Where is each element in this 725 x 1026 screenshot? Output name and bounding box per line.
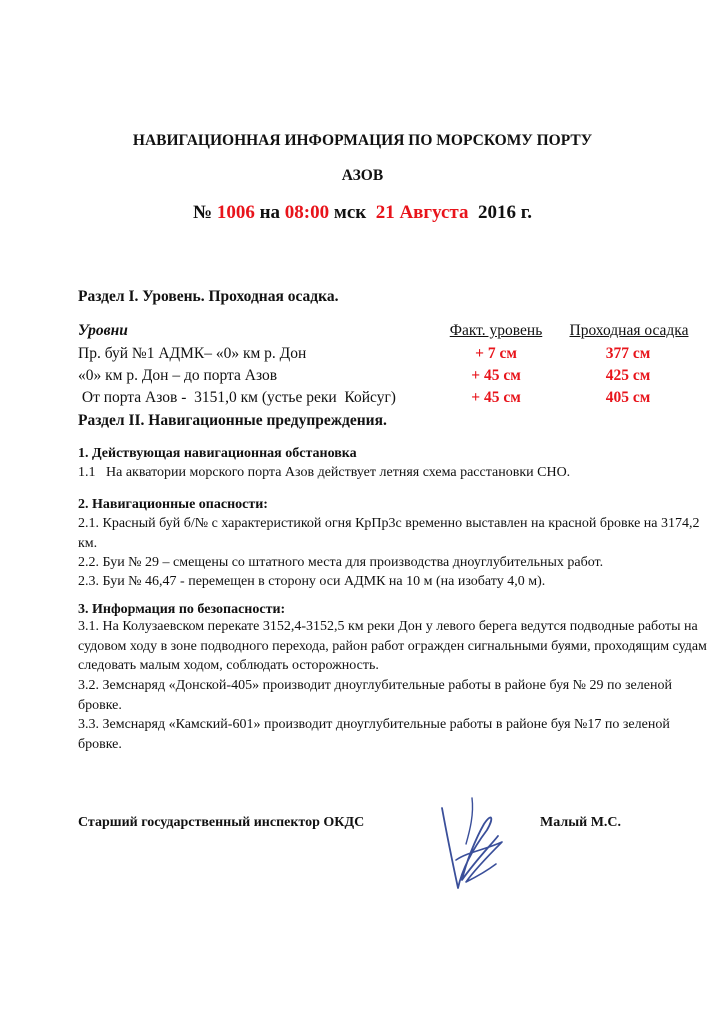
level-row-draft: 377 см — [605, 345, 651, 362]
port-name: АЗОВ — [341, 167, 384, 184]
notice-item: 3.3. Земснаряд «Камский-601» производит дноуглубительные работы в районе буя №17 по зеленой бровке. — [78, 717, 670, 752]
section2-heading: Раздел II. Навигационные предупреждения. — [78, 412, 387, 429]
col-draft-header: Проходная осадка — [569, 322, 689, 339]
subsection1-heading: 1. Действующая навигационная обстановка — [78, 446, 357, 461]
section1-heading: Раздел I. Уровень. Проходная осадка. — [78, 288, 339, 305]
number-prefix: № — [193, 202, 213, 223]
bulletin-time: 08:00 — [284, 202, 330, 223]
signer-name: Малый М.С. — [540, 815, 622, 830]
level-row-draft: 425 см — [605, 367, 651, 384]
subsection3-heading: 3. Информация по безопасности: — [78, 602, 286, 617]
notice-item: 3.2. Земснаряд «Донской-405» производит дноуглубительные работы в районе буя № 29 по зеленой бровке. — [78, 678, 672, 713]
signer-title: Старший государственный инспектор ОКДС — [78, 815, 365, 830]
notice-item: 2.2. Буи № 29 – смещены со штатного места для производства дноуглубительных работ. — [78, 555, 604, 570]
level-row-fact: + 7 см — [475, 345, 517, 362]
col-fact-header: Факт. уровень — [449, 322, 543, 339]
notice-item: 3.1. На Колузаевском перекате 3152,4-3152,5 км реки Дон у левого берега ведутся подводные работы на судовом ходу в зоне подводного перехода, район работ огражден сигнальными буями, проходящим судам следовать малым ходом, соблюдать осторожность. — [78, 619, 707, 673]
notice-item: 2.3. Буи № 46,47 - перемещен в сторону оси АДМК на 10 м (на изобату 4,0 м). — [78, 574, 546, 589]
time-prefix: на — [259, 202, 281, 223]
bulletin-date: 21 Августа — [375, 202, 469, 223]
col-levels-header: Уровни — [78, 322, 128, 339]
document-title: НАВИГАЦИОННАЯ ИНФОРМАЦИЯ ПО МОРСКОМУ ПОРТУ — [132, 132, 593, 149]
level-row-location: «0» км р. Дон – до порта Азов — [78, 367, 278, 384]
level-row-location: Пр. буй №1 АДМК– «0» км р. Дон — [78, 345, 307, 362]
bulletin-number: 1006 — [216, 202, 255, 223]
level-row-fact: + 45 см — [471, 389, 521, 406]
time-zone: мск — [333, 202, 367, 223]
level-row-fact: + 45 см — [471, 367, 521, 384]
notice-item: 2.1. Красный буй б/№ с характеристикой огня КрПр3с временно выставлен на красной бровке на 3174,2 км. — [78, 516, 700, 551]
signature-image — [432, 790, 522, 900]
bulletin-year: 2016 г. — [477, 202, 532, 223]
level-row-draft: 405 см — [605, 389, 651, 406]
bulletin-number-line — [0, 202, 725, 224]
subsection2-heading: 2. Навигационные опасности: — [78, 497, 268, 512]
level-row-location: От порта Азов - 3151,0 км (устье реки Койсуг) — [78, 389, 396, 406]
notice-item: 1.1 На акватории морского порта Азов действует летняя схема расстановки СНО. — [78, 465, 571, 480]
